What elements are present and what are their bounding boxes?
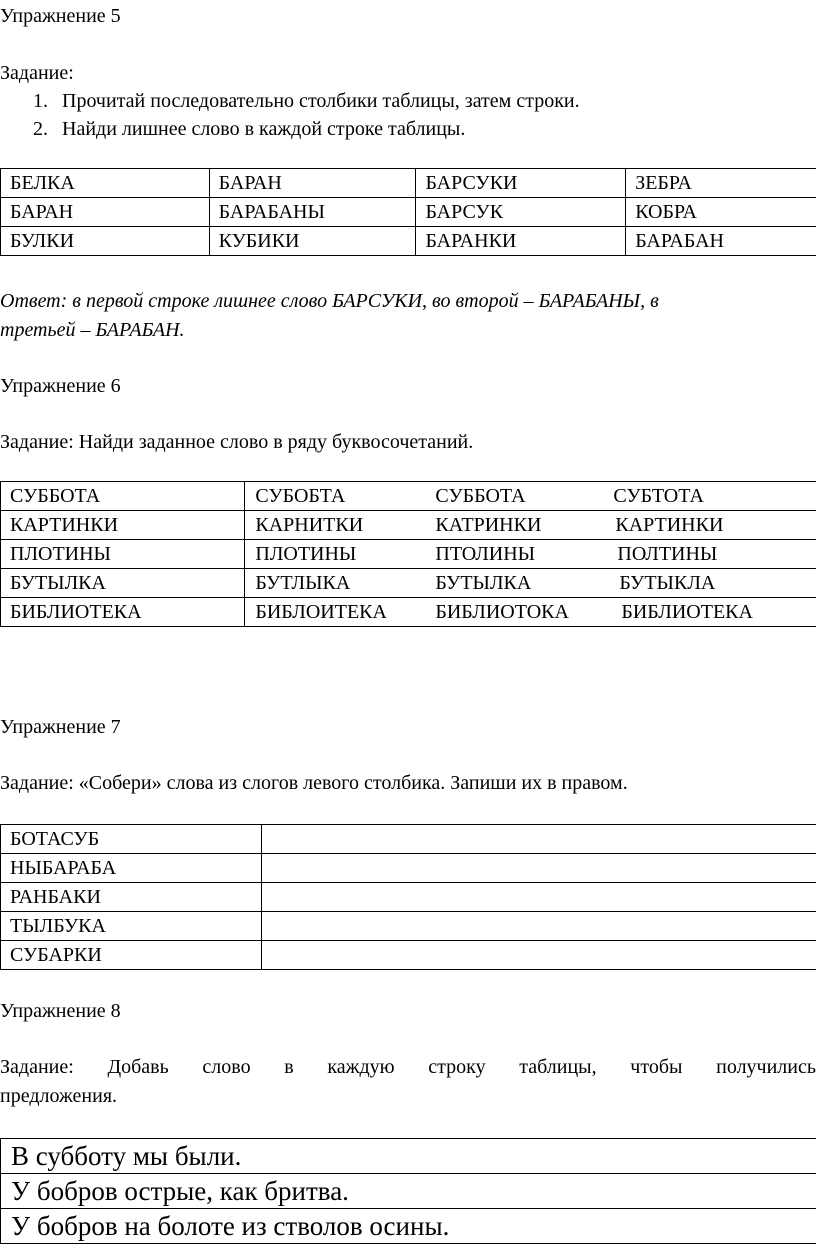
ex5-answer-line2: третьей – БАРАБАН. [0, 319, 185, 341]
scrambled-word-cell: НЫБАРАБА [1, 854, 262, 883]
table-row [1, 1139, 816, 1174]
ex5-step-number: 2. [33, 118, 48, 140]
target-word-cell: КАРТИНКИ [1, 511, 245, 540]
options-cell [245, 598, 816, 627]
option: БИБЛИОТОКА [435, 601, 569, 623]
table-row [1, 482, 816, 511]
ex8-title: Упражнение 8 [0, 1000, 121, 1022]
table-row [1, 511, 816, 540]
answer-cell[interactable] [261, 883, 816, 912]
ex7-syllables-table [0, 824, 816, 970]
table-cell: БУЛКИ [1, 227, 210, 256]
target-word-cell: БИБЛИОТЕКА [1, 598, 245, 627]
table-cell: БАРСУК [416, 198, 626, 227]
ex8-task-line2: предложения. [0, 1085, 118, 1107]
table-cell: БАРАН [209, 169, 416, 198]
scrambled-word-cell: БОТАСУБ [1, 825, 262, 854]
ex6-title: Упражнение 6 [0, 375, 121, 397]
option: БУТЫЛКА [435, 572, 532, 594]
table-cell: БАРАБАН [626, 227, 816, 256]
target-word-cell: ПЛОТИНЫ [1, 540, 245, 569]
options-cell [245, 540, 816, 569]
sentence-cell: У бобров на болоте из стволов осины. [1, 1209, 816, 1244]
table-cell: КУБИКИ [209, 227, 416, 256]
answer-cell[interactable] [261, 825, 816, 854]
scrambled-word-cell: СУБАРКИ [1, 941, 262, 970]
table-cell: ЗЕБРА [626, 169, 816, 198]
table-cell: БАРАН [1, 198, 210, 227]
ex7-task: Задание: «Собери» слова из слогов левого столбика. Запиши их в правом. [0, 772, 628, 794]
table-cell: БЕЛКА [1, 169, 210, 198]
sentence-cell: В субботу мы были. [1, 1139, 816, 1174]
option: ПЛОТИНЫ [255, 543, 357, 565]
table-cell: БАРАБАНЫ [209, 198, 416, 227]
scrambled-word-cell: ТЫЛБУКА [1, 912, 262, 941]
option: БИБЛИОТЕКА [621, 601, 753, 623]
option: БИБЛОИТЕКА [255, 601, 387, 623]
option: СУБОБТА [255, 485, 346, 507]
ex8-task-line1: Задание: Добавь слово в каждую строку таблицы, чтобы получились [0, 1056, 816, 1078]
table-row [1, 540, 816, 569]
sentence-cell: У бобров острые, как бритва. [1, 1174, 816, 1209]
target-word-cell: СУББОТА [1, 482, 245, 511]
target-word-cell: БУТЫЛКА [1, 569, 245, 598]
table-row [1, 912, 816, 941]
table-cell: БАРАНКИ [416, 227, 626, 256]
ex5-word-table [0, 168, 816, 256]
table-row [1, 569, 816, 598]
ex5-step-number: 1. [33, 90, 48, 112]
options-cell [245, 569, 816, 598]
table-row [1, 227, 816, 256]
option: ПТОЛИНЫ [435, 543, 536, 565]
table-row [1, 1174, 816, 1209]
ex6-task: Задание: Найди заданное слово в ряду буквосочетаний. [0, 431, 474, 453]
table-cell: БАРСУКИ [416, 169, 626, 198]
ex6-search-table [0, 481, 816, 627]
table-row [1, 854, 816, 883]
scrambled-word-cell: РАНБАКИ [1, 883, 262, 912]
table-row [1, 1209, 816, 1244]
option: СУББОТА [435, 485, 526, 507]
options-cell [245, 511, 816, 540]
ex5-answer-line1: Ответ: в первой строке лишнее слово БАРСУКИ, во второй – БАРАБАНЫ, в [0, 290, 659, 312]
ex5-task-label: Задание: [0, 62, 74, 84]
table-row [1, 883, 816, 912]
answer-cell[interactable] [261, 912, 816, 941]
table-row [1, 941, 816, 970]
option: ПОЛТИНЫ [617, 543, 718, 565]
ex5-title: Упражнение 5 [0, 5, 121, 27]
option: КАТРИНКИ [435, 514, 542, 536]
table-row [1, 198, 816, 227]
ex8-sentences-table [0, 1138, 816, 1244]
option: БУТЛЫКА [255, 572, 351, 594]
answer-cell[interactable] [261, 941, 816, 970]
ex5-step-text: Найди лишнее слово в каждой строке таблицы. [62, 118, 466, 140]
table-row [1, 598, 816, 627]
answer-cell[interactable] [261, 854, 816, 883]
table-row [1, 169, 816, 198]
option: КАРНИТКИ [255, 514, 364, 536]
table-cell: КОБРА [626, 198, 816, 227]
option: БУТЫКЛА [619, 572, 716, 594]
table-row [1, 825, 816, 854]
ex7-title: Упражнение 7 [0, 716, 121, 738]
option: СУБТОТА [613, 485, 704, 507]
options-cell [245, 482, 816, 511]
ex5-step-text: Прочитай последовательно столбики таблицы, затем строки. [62, 90, 580, 112]
option: КАРТИНКИ [615, 514, 724, 536]
